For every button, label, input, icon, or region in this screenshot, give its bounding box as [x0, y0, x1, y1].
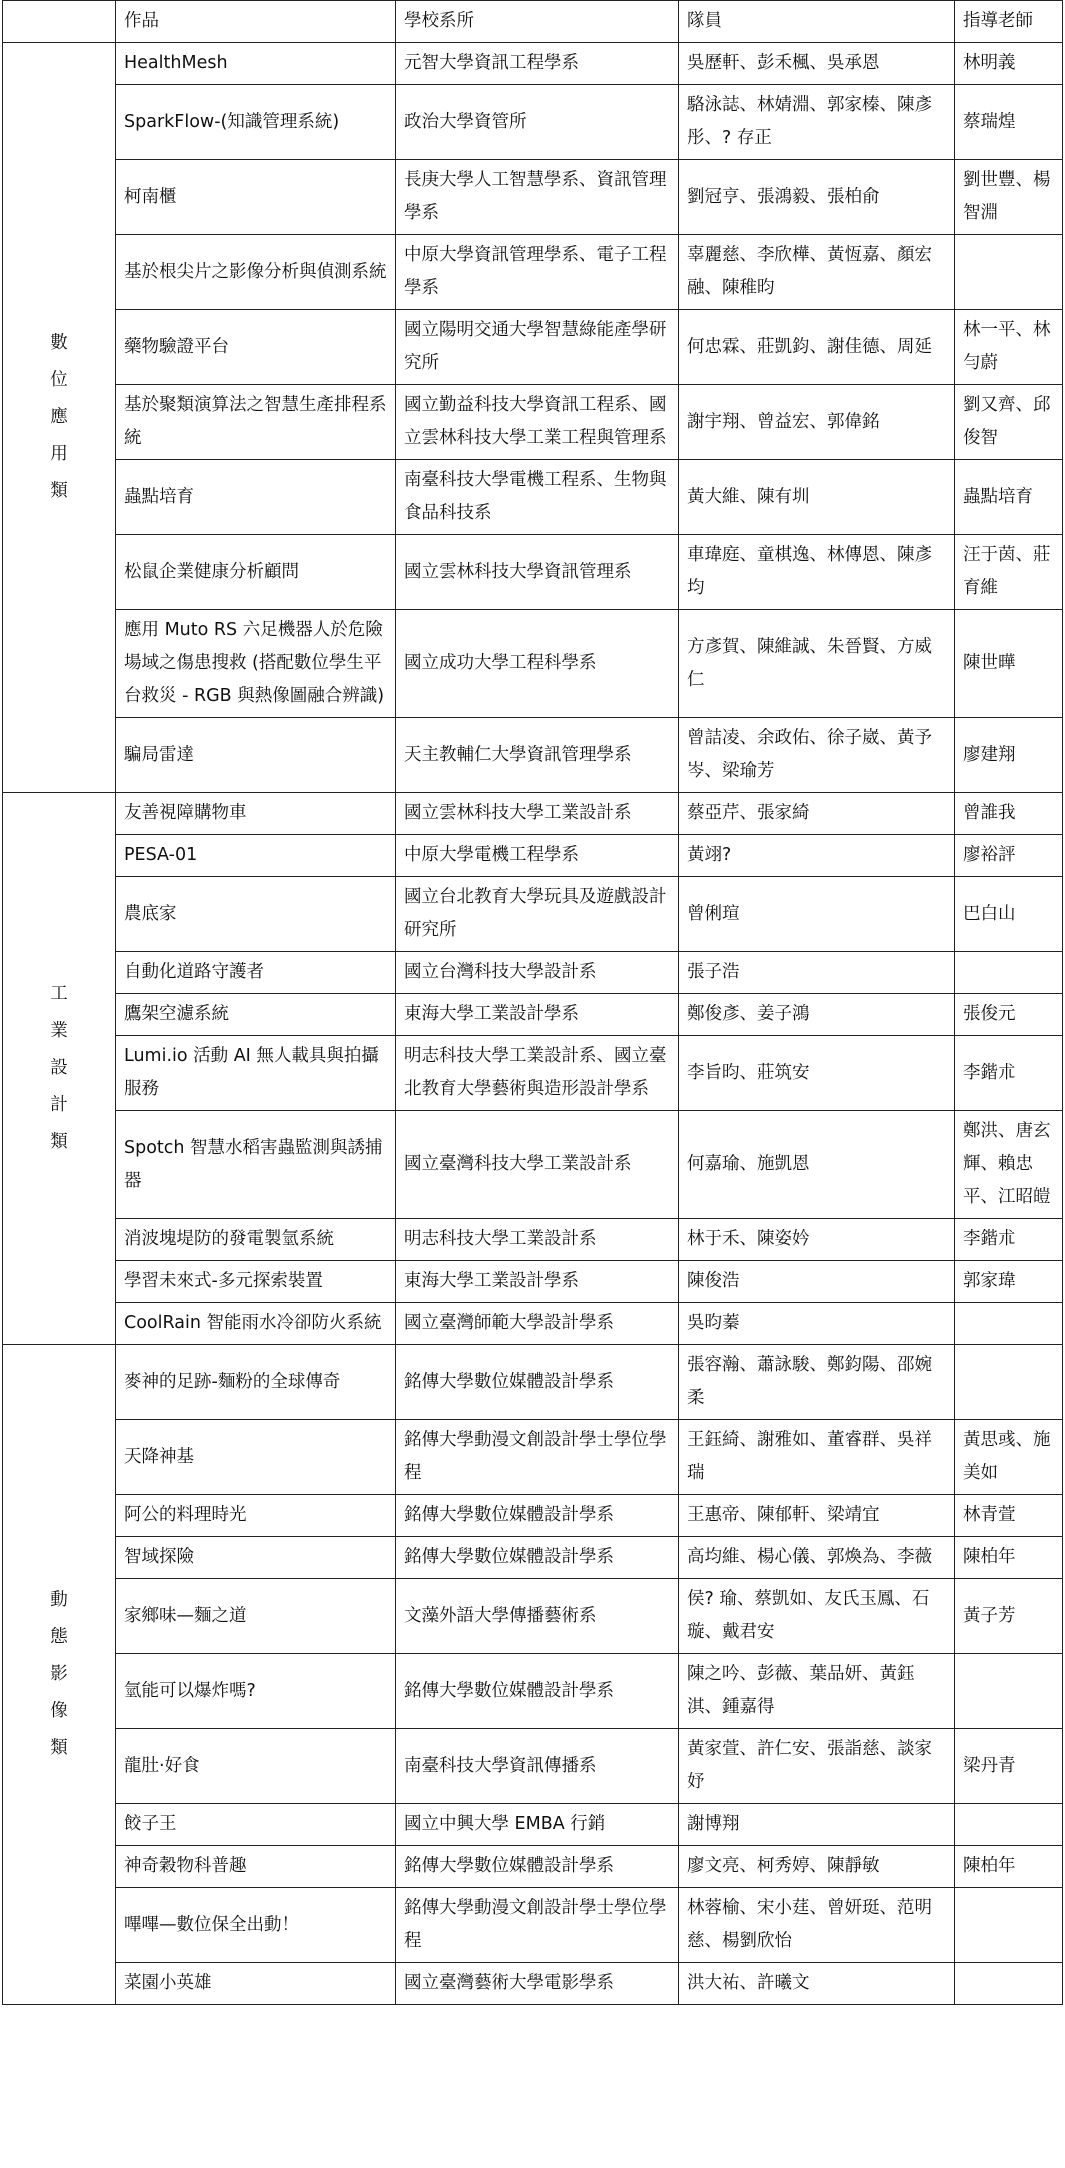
- category-label: 動態影像類: [50, 1590, 68, 1758]
- school-cell: 國立臺灣師範大學設計學系: [396, 1303, 679, 1345]
- school-cell: 南臺科技大學電機工程系、生物與食品科技系: [396, 460, 679, 535]
- project-cell: 松鼠企業健康分析顧問: [116, 535, 396, 610]
- advisor-cell: [955, 1888, 1063, 1963]
- advisor-cell: 林明義: [955, 43, 1063, 85]
- members-cell: 黃大維、陳有圳: [679, 460, 955, 535]
- advisor-cell: 陳世曄: [955, 610, 1063, 718]
- advisor-cell: 張俊元: [955, 994, 1063, 1036]
- school-cell: 文藻外語大學傳播藝術系: [396, 1579, 679, 1654]
- project-cell: 菜園小英雄: [116, 1963, 396, 2005]
- members-cell: 曾俐瑄: [679, 877, 955, 952]
- project-cell: Spotch 智慧水稻害蟲監測與誘捕器: [116, 1111, 396, 1219]
- project-cell: 基於聚類演算法之智慧生產排程系統: [116, 385, 396, 460]
- table-body: [3, 43, 1063, 2005]
- project-cell: 柯南櫃: [116, 160, 396, 235]
- table-row: [3, 793, 1063, 835]
- advisor-cell: 李鍇朮: [955, 1219, 1063, 1261]
- table-row: [3, 460, 1063, 535]
- members-cell: 王惠帝、陳郁軒、梁靖宜: [679, 1495, 955, 1537]
- members-cell: 王鈺綺、謝雅如、董睿群、吳祥瑞: [679, 1420, 955, 1495]
- school-cell: 國立中興大學 EMBA 行銷: [396, 1804, 679, 1846]
- advisor-cell: [955, 1804, 1063, 1846]
- project-cell: 智域探險: [116, 1537, 396, 1579]
- advisor-cell: 廖建翔: [955, 718, 1063, 793]
- school-cell: 天主教輔仁大學資訊管理學系: [396, 718, 679, 793]
- school-cell: 銘傳大學數位媒體設計學系: [396, 1537, 679, 1579]
- advisor-cell: [955, 1963, 1063, 2005]
- header-blank: [3, 1, 116, 43]
- project-cell: 蟲點培育: [116, 460, 396, 535]
- members-cell: 廖文亮、柯秀婷、陳靜敏: [679, 1846, 955, 1888]
- advisor-cell: 李鍇朮: [955, 1036, 1063, 1111]
- members-cell: 謝博翔: [679, 1804, 955, 1846]
- header-school: 學校系所: [396, 1, 679, 43]
- school-cell: 國立臺灣藝術大學電影學系: [396, 1963, 679, 2005]
- project-cell: 友善視障購物車: [116, 793, 396, 835]
- table-row: [3, 1804, 1063, 1846]
- table-row: [3, 1036, 1063, 1111]
- project-cell: 家鄉味—麵之道: [116, 1579, 396, 1654]
- school-cell: 銘傳大學數位媒體設計學系: [396, 1495, 679, 1537]
- members-cell: 吳歷軒、彭禾楓、吳承恩: [679, 43, 955, 85]
- school-cell: 政治大學資管所: [396, 85, 679, 160]
- category-label: 數位應用類: [50, 333, 68, 501]
- advisor-cell: 劉又齊、邱俊智: [955, 385, 1063, 460]
- advisor-cell: 蔡瑞煌: [955, 85, 1063, 160]
- school-cell: 國立台灣科技大學設計系: [396, 952, 679, 994]
- header-advisor: 指導老師: [955, 1, 1063, 43]
- table-row: [3, 718, 1063, 793]
- table-row: [3, 1111, 1063, 1219]
- advisor-cell: [955, 235, 1063, 310]
- project-cell: 神奇穀物科普趣: [116, 1846, 396, 1888]
- advisor-cell: 巴白山: [955, 877, 1063, 952]
- school-cell: 明志科技大學工業設計系、國立臺北教育大學藝術與造形設計學系: [396, 1036, 679, 1111]
- members-cell: 陳俊浩: [679, 1261, 955, 1303]
- school-cell: 元智大學資訊工程學系: [396, 43, 679, 85]
- members-cell: 高均維、楊心儀、郭煥為、李薇: [679, 1537, 955, 1579]
- table-row: [3, 160, 1063, 235]
- advisor-cell: 蟲點培育: [955, 460, 1063, 535]
- school-cell: 明志科技大學工業設計系: [396, 1219, 679, 1261]
- members-cell: 曾詰凌、余政佑、徐子崴、黃予岑、梁瑜芳: [679, 718, 955, 793]
- project-cell: CoolRain 智能雨水冷卻防火系統: [116, 1303, 396, 1345]
- table-row: [3, 994, 1063, 1036]
- category-cell: [3, 43, 116, 793]
- advisor-cell: 汪于茵、莊育維: [955, 535, 1063, 610]
- advisor-cell: 曾誰我: [955, 793, 1063, 835]
- table-row: [3, 610, 1063, 718]
- school-cell: 中原大學資訊管理學系、電子工程學系: [396, 235, 679, 310]
- project-cell: Lumi.io 活動 AI 無人載具與拍攝服務: [116, 1036, 396, 1111]
- project-cell: HealthMesh: [116, 43, 396, 85]
- table-row: [3, 535, 1063, 610]
- advisor-cell: 郭家瑋: [955, 1261, 1063, 1303]
- school-cell: 國立台北教育大學玩具及遊戲設計研究所: [396, 877, 679, 952]
- table-row: [3, 1963, 1063, 2005]
- school-cell: 南臺科技大學資訊傳播系: [396, 1729, 679, 1804]
- members-cell: 黃家萱、許仁安、張詣慈、談家妤: [679, 1729, 955, 1804]
- school-cell: 東海大學工業設計學系: [396, 1261, 679, 1303]
- members-cell: 林蓉榆、宋小莛、曾妍珽、范明慈、楊劉欣怡: [679, 1888, 955, 1963]
- school-cell: 銘傳大學動漫文創設計學士學位學程: [396, 1420, 679, 1495]
- table-row: [3, 1654, 1063, 1729]
- members-cell: 吳昀蓁: [679, 1303, 955, 1345]
- project-cell: 消波塊堤防的發電製氫系統: [116, 1219, 396, 1261]
- members-cell: 劉冠亨、張鴻毅、張柏俞: [679, 160, 955, 235]
- project-cell: 騙局雷達: [116, 718, 396, 793]
- table-row: [3, 1537, 1063, 1579]
- members-cell: 侯? 瑜、蔡凱如、友氏玉鳳、石璇、戴君安: [679, 1579, 955, 1654]
- table-row: [3, 1729, 1063, 1804]
- members-cell: 李旨昀、莊筑安: [679, 1036, 955, 1111]
- advisor-cell: [955, 1654, 1063, 1729]
- table-row: [3, 235, 1063, 310]
- advisor-cell: [955, 1303, 1063, 1345]
- advisor-cell: 梁丹青: [955, 1729, 1063, 1804]
- project-cell: 餃子王: [116, 1804, 396, 1846]
- school-cell: 東海大學工業設計學系: [396, 994, 679, 1036]
- members-cell: 車瑋庭、童棋逸、林傳恩、陳彥均: [679, 535, 955, 610]
- advisor-cell: 劉世豐、楊智淵: [955, 160, 1063, 235]
- table-row: [3, 1579, 1063, 1654]
- header-row: [3, 1, 1063, 43]
- project-cell: PESA-01: [116, 835, 396, 877]
- school-cell: 國立勤益科技大學資訊工程系、國立雲林科技大學工業工程與管理系: [396, 385, 679, 460]
- table-row: [3, 1888, 1063, 1963]
- members-cell: 張容瀚、蕭詠駿、鄭鈞陽、邵婉柔: [679, 1345, 955, 1420]
- project-cell: 天降神基: [116, 1420, 396, 1495]
- advisor-cell: 黃子芳: [955, 1579, 1063, 1654]
- advisor-cell: 黃思彧、施美如: [955, 1420, 1063, 1495]
- members-cell: 蔡亞芹、張家綺: [679, 793, 955, 835]
- members-cell: 黃翊?: [679, 835, 955, 877]
- members-cell: 駱泳誌、林婧淵、郭家榛、陳彥彤、? 存正: [679, 85, 955, 160]
- school-cell: 國立臺灣科技大學工業設計系: [396, 1111, 679, 1219]
- project-cell: 鷹架空濾系統: [116, 994, 396, 1036]
- project-cell: 藥物驗證平台: [116, 310, 396, 385]
- category-cell: [3, 1345, 116, 2005]
- project-cell: 嗶嗶—數位保全出動！: [116, 1888, 396, 1963]
- members-cell: 洪大祐、許曦文: [679, 1963, 955, 2005]
- project-cell: 阿公的料理時光: [116, 1495, 396, 1537]
- project-cell: 應用 Muto RS 六足機器人於危險場域之傷患搜救 (搭配數位學生平台救災 - RGB 與熱像圖融合辨識): [116, 610, 396, 718]
- advisor-cell: 鄭洪、唐玄輝、賴忠平、江昭皚: [955, 1111, 1063, 1219]
- table-row: [3, 1495, 1063, 1537]
- school-cell: 國立雲林科技大學工業設計系: [396, 793, 679, 835]
- advisor-cell: [955, 1345, 1063, 1420]
- project-cell: 氫能可以爆炸嗎?: [116, 1654, 396, 1729]
- table-row: [3, 1219, 1063, 1261]
- category-label: 工業設計類: [50, 984, 68, 1152]
- school-cell: 銘傳大學數位媒體設計學系: [396, 1846, 679, 1888]
- school-cell: 國立成功大學工程科學系: [396, 610, 679, 718]
- table-row: [3, 385, 1063, 460]
- advisor-cell: 林青萱: [955, 1495, 1063, 1537]
- table-row: [3, 85, 1063, 160]
- table-row: [3, 1345, 1063, 1420]
- members-cell: 辜麗慈、李欣樺、黃恆嘉、顏宏融、陳稚昀: [679, 235, 955, 310]
- project-cell: 自動化道路守護者: [116, 952, 396, 994]
- projects-table: [2, 0, 1063, 2005]
- school-cell: 國立雲林科技大學資訊管理系: [396, 535, 679, 610]
- advisor-cell: 廖裕評: [955, 835, 1063, 877]
- project-cell: 麥神的足跡-麵粉的全球傳奇: [116, 1345, 396, 1420]
- members-cell: 林于禾、陳姿妗: [679, 1219, 955, 1261]
- members-cell: 鄭俊彥、姜子鴻: [679, 994, 955, 1036]
- project-cell: SparkFlow-(知識管理系統): [116, 85, 396, 160]
- table-row: [3, 877, 1063, 952]
- members-cell: 方彥賀、陳維誠、朱晉賢、方威仁: [679, 610, 955, 718]
- advisor-cell: 陳柏年: [955, 1846, 1063, 1888]
- advisor-cell: [955, 952, 1063, 994]
- school-cell: 銘傳大學動漫文創設計學士學位學程: [396, 1888, 679, 1963]
- school-cell: 國立陽明交通大學智慧綠能產學研究所: [396, 310, 679, 385]
- table-row: [3, 1846, 1063, 1888]
- table-row: [3, 1420, 1063, 1495]
- category-cell: [3, 793, 116, 1345]
- school-cell: 銘傳大學數位媒體設計學系: [396, 1345, 679, 1420]
- members-cell: 陳之吟、彭薇、葉品妍、黃鈺淇、鍾嘉得: [679, 1654, 955, 1729]
- school-cell: 中原大學電機工程學系: [396, 835, 679, 877]
- header-members: 隊員: [679, 1, 955, 43]
- advisor-cell: 林一平、林勻蔚: [955, 310, 1063, 385]
- table-row: [3, 310, 1063, 385]
- project-cell: 農底家: [116, 877, 396, 952]
- school-cell: 銘傳大學數位媒體設計學系: [396, 1654, 679, 1729]
- members-cell: 張子浩: [679, 952, 955, 994]
- table-row: [3, 952, 1063, 994]
- table-row: [3, 43, 1063, 85]
- header-project: 作品: [116, 1, 396, 43]
- members-cell: 謝宇翔、曾益宏、郭偉銘: [679, 385, 955, 460]
- project-cell: 龍肚·好食: [116, 1729, 396, 1804]
- table-row: [3, 835, 1063, 877]
- members-cell: 何嘉瑜、施凱恩: [679, 1111, 955, 1219]
- project-cell: 學習未來式-多元探索裝置: [116, 1261, 396, 1303]
- school-cell: 長庚大學人工智慧學系、資訊管理學系: [396, 160, 679, 235]
- members-cell: 何忠霖、莊凱鈞、謝佳德、周延: [679, 310, 955, 385]
- project-cell: 基於根尖片之影像分析與偵測系統: [116, 235, 396, 310]
- table-row: [3, 1261, 1063, 1303]
- advisor-cell: 陳柏年: [955, 1537, 1063, 1579]
- table-row: [3, 1303, 1063, 1345]
